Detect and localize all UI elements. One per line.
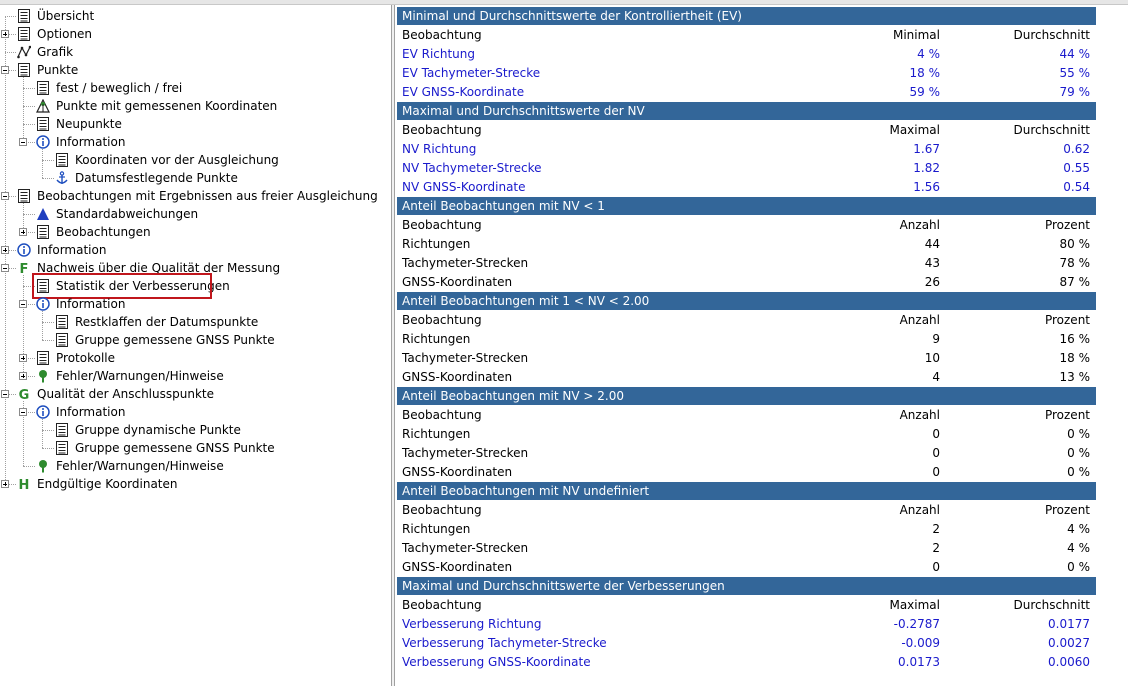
row-value: 80 % (1059, 237, 1090, 251)
collapse-toggle[interactable] (19, 138, 27, 146)
row-value: 2 (932, 522, 940, 536)
row-value: 87 % (1059, 275, 1090, 289)
table-row[interactable] (397, 634, 1096, 653)
row-value: 0 % (1067, 465, 1090, 479)
expand-toggle[interactable] (1, 246, 9, 254)
list-icon (55, 315, 69, 329)
list-icon (55, 441, 69, 455)
row-value: 0.0177 (1048, 617, 1090, 631)
column-header-row (397, 596, 1096, 615)
row-value: 0.0027 (1048, 636, 1090, 650)
tree-guide-line (42, 419, 43, 448)
collapse-toggle[interactable] (1, 66, 9, 74)
svg-text:G: G (18, 388, 30, 401)
tree-guide-line (42, 149, 43, 178)
pin-icon (36, 459, 50, 473)
column-header-row (397, 216, 1096, 235)
tree-connector (23, 106, 35, 107)
column-header-row (397, 501, 1096, 520)
row-value: 44 % (1059, 47, 1090, 61)
row-label[interactable]: NV Richtung (402, 142, 477, 156)
row-value: -0.009 (901, 636, 940, 650)
list-icon (17, 9, 31, 23)
row-value: 0 (932, 446, 940, 460)
section-header: Maximal und Durchschnittswerte der NV (397, 102, 1096, 120)
tree-item-label: Beobachtungen (56, 225, 151, 239)
column-header: Anzahl (899, 408, 940, 422)
tree-connector (42, 448, 54, 449)
column-header: Beobachtung (402, 598, 482, 612)
expand-toggle[interactable] (1, 30, 9, 38)
tree-guide-line (42, 311, 43, 340)
row-value: 0 % (1067, 427, 1090, 441)
section-header: Anteil Beobachtungen mit NV undefiniert (397, 482, 1096, 500)
row-value: 0.0060 (1048, 655, 1090, 669)
list-icon (17, 63, 31, 77)
row-value: 4 % (917, 47, 940, 61)
pane-splitter[interactable] (391, 5, 395, 686)
row-label: Richtungen (402, 332, 471, 346)
section-header: Maximal und Durchschnittswerte der Verbesserungen (397, 577, 1096, 595)
row-label: GNSS-Koordinaten (402, 560, 513, 574)
table-row[interactable] (397, 83, 1096, 102)
tree-connector (23, 466, 35, 467)
row-value: 10 (924, 351, 940, 365)
row-label: Tachymeter-Strecken (402, 351, 529, 365)
row-value: 55 % (1059, 66, 1090, 80)
triangle-icon (36, 207, 50, 221)
pin-icon (36, 369, 50, 383)
expand-toggle[interactable] (19, 228, 27, 236)
column-header: Maximal (889, 598, 940, 612)
column-header: Maximal (889, 123, 940, 137)
tree-item-label: Information (56, 135, 126, 149)
tree-item-label: Punkte (37, 63, 79, 77)
section-header: Anteil Beobachtungen mit NV < 1 (397, 197, 1096, 215)
table-row (397, 444, 1096, 463)
tree-item-label: fest / beweglich / frei (56, 81, 183, 95)
tree-item-label: Fehler/Warnungen/Hinweise (56, 459, 224, 473)
row-value: 13 % (1059, 370, 1090, 384)
row-value: 44 (924, 237, 940, 251)
row-label[interactable]: Verbesserung GNSS-Koordinate (402, 655, 591, 669)
row-value: 0 (932, 560, 940, 574)
row-value: 0.55 (1063, 161, 1090, 175)
table-row[interactable] (397, 159, 1096, 178)
row-value: -0.2787 (893, 617, 940, 631)
list-icon (17, 27, 31, 41)
tree-connector (42, 340, 54, 341)
list-icon (36, 351, 50, 365)
column-header-row (397, 26, 1096, 45)
table-row[interactable] (397, 178, 1096, 197)
row-label[interactable]: NV GNSS-Koordinate (402, 180, 526, 194)
tree-item-label: Datumsfestlegende Punkte (75, 171, 238, 185)
tree-item-label: Gruppe gemessene GNSS Punkte (75, 441, 275, 455)
list-icon (17, 189, 31, 203)
tree-item-label: Protokolle (56, 351, 115, 365)
list-icon (36, 225, 50, 239)
tree-item-label: Neupunkte (56, 117, 122, 131)
tree-item-label: Standardabweichungen (56, 207, 199, 221)
row-value: 18 % (909, 66, 940, 80)
list-icon (55, 333, 69, 347)
table-row[interactable] (397, 64, 1096, 83)
row-value: 1.56 (913, 180, 940, 194)
row-value: 59 % (909, 85, 940, 99)
table-row (397, 558, 1096, 577)
anchor-icon (55, 171, 69, 185)
tree-item-label: Optionen (37, 27, 93, 41)
svg-text:H: H (18, 478, 30, 491)
row-value: 16 % (1059, 332, 1090, 346)
tree-item-label: Beobachtungen mit Ergebnissen aus freier Ausgleichung (37, 189, 378, 203)
tree-connector (42, 322, 54, 323)
collapse-toggle[interactable] (1, 390, 9, 398)
tree-item-label: Endgültige Koordinaten (37, 477, 178, 491)
column-header: Durchschnitt (1013, 598, 1090, 612)
tree-item-label: Gruppe gemessene GNSS Punkte (75, 333, 275, 347)
column-header: Minimal (892, 28, 940, 42)
row-label[interactable]: Verbesserung Tachymeter-Strecke (402, 636, 607, 650)
column-header: Prozent (1044, 503, 1090, 517)
column-header: Beobachtung (402, 218, 482, 232)
row-label: Richtungen (402, 427, 471, 441)
table-row (397, 254, 1096, 273)
row-label: Richtungen (402, 522, 471, 536)
table-row (397, 368, 1096, 387)
tree-connector (23, 124, 35, 125)
tree-connector (5, 52, 16, 53)
row-value: 0 % (1067, 560, 1090, 574)
tree-item-label: Übersicht (37, 9, 95, 23)
tree-item-label: Gruppe dynamische Punkte (75, 423, 241, 437)
section-header: Minimal und Durchschnittswerte der Kontrolliertheit (EV) (397, 7, 1096, 25)
row-label[interactable]: Verbesserung Richtung (402, 617, 542, 631)
column-header: Beobachtung (402, 123, 482, 137)
column-header: Beobachtung (402, 408, 482, 422)
row-value: 0.0173 (898, 655, 940, 669)
row-label: GNSS-Koordinaten (402, 465, 513, 479)
report-panel (397, 5, 1128, 686)
section-header: Anteil Beobachtungen mit 1 < NV < 2.00 (397, 292, 1096, 310)
column-header: Beobachtung (402, 28, 482, 42)
expand-toggle[interactable] (1, 480, 9, 488)
row-value: 1.82 (913, 161, 940, 175)
table-row (397, 330, 1096, 349)
column-header: Durchschnitt (1013, 28, 1090, 42)
table-row[interactable] (397, 615, 1096, 634)
expand-toggle[interactable] (19, 372, 27, 380)
row-value: 4 % (1067, 522, 1090, 536)
letter-h-icon (17, 477, 31, 491)
column-header: Prozent (1044, 218, 1090, 232)
column-header: Beobachtung (402, 503, 482, 517)
row-value: 0.54 (1063, 180, 1090, 194)
collapse-toggle[interactable] (19, 300, 27, 308)
row-label: Tachymeter-Strecken (402, 446, 529, 460)
column-header-row (397, 406, 1096, 425)
row-value: 0 % (1067, 446, 1090, 460)
section-header: Anteil Beobachtungen mit NV > 2.00 (397, 387, 1096, 405)
info-icon (36, 405, 50, 419)
table-row (397, 539, 1096, 558)
table-row (397, 520, 1096, 539)
row-value: 4 % (1067, 541, 1090, 555)
tree-connector (5, 16, 16, 17)
column-header: Anzahl (899, 503, 940, 517)
table-row (397, 425, 1096, 444)
row-label[interactable]: EV GNSS-Koordinate (402, 85, 525, 99)
tree-item-label: Qualität der Anschlusspunkte (37, 387, 214, 401)
row-value: 18 % (1059, 351, 1090, 365)
row-value: 78 % (1059, 256, 1090, 270)
row-value: 9 (932, 332, 940, 346)
svg-text:F: F (19, 262, 29, 275)
row-value: 79 % (1059, 85, 1090, 99)
column-header: Anzahl (899, 313, 940, 327)
table-row (397, 349, 1096, 368)
letter-f-icon (17, 261, 31, 275)
tree-connector (42, 160, 54, 161)
table-row[interactable] (397, 45, 1096, 64)
row-label: Tachymeter-Strecken (402, 256, 529, 270)
info-icon (36, 297, 50, 311)
column-header-row (397, 311, 1096, 330)
list-icon (55, 153, 69, 167)
list-icon (36, 81, 50, 95)
collapse-toggle[interactable] (19, 408, 27, 416)
graph-icon (17, 45, 31, 59)
expand-toggle[interactable] (19, 354, 27, 362)
row-label[interactable]: NV Tachymeter-Strecke (402, 161, 542, 175)
table-row (397, 235, 1096, 254)
row-value: 43 (924, 256, 940, 270)
row-value: 0 (932, 465, 940, 479)
column-header: Beobachtung (402, 313, 482, 327)
column-header: Anzahl (899, 218, 940, 232)
report-tree[interactable] (0, 5, 390, 686)
row-label[interactable]: EV Tachymeter-Strecke (402, 66, 541, 80)
tree-item-label: Grafik (37, 45, 74, 59)
column-header-row (397, 121, 1096, 140)
tree-item-label: Information (56, 405, 126, 419)
collapse-toggle[interactable] (1, 264, 9, 272)
tree-item-label: Restklaffen der Datumspunkte (75, 315, 259, 329)
row-label: Tachymeter-Strecken (402, 541, 529, 555)
table-row[interactable] (397, 140, 1096, 159)
table-row[interactable] (397, 653, 1096, 672)
tree-connector (23, 214, 35, 215)
survey-point-icon (36, 99, 50, 113)
letter-g-icon (17, 387, 31, 401)
row-label: GNSS-Koordinaten (402, 370, 513, 384)
row-value: 0.62 (1063, 142, 1090, 156)
tree-item-label: Information (56, 297, 126, 311)
row-value: 2 (932, 541, 940, 555)
tree-item-label: Nachweis über die Qualität der Messung (37, 261, 281, 275)
tree-guide-line (23, 77, 24, 142)
info-icon (17, 243, 31, 257)
row-value: 0 (932, 427, 940, 441)
list-icon (36, 117, 50, 131)
tree-item-label: Information (37, 243, 107, 257)
tree-connector (23, 88, 35, 89)
tree-connector (42, 430, 54, 431)
collapse-toggle[interactable] (1, 192, 9, 200)
column-header: Prozent (1044, 408, 1090, 422)
tree-item-label: Fehler/Warnungen/Hinweise (56, 369, 224, 383)
row-value: 26 (924, 275, 940, 289)
tree-item-label: Statistik der Verbesserungen (56, 279, 230, 293)
column-header: Prozent (1044, 313, 1090, 327)
row-label: GNSS-Koordinaten (402, 275, 513, 289)
row-value: 1.67 (913, 142, 940, 156)
info-icon (36, 135, 50, 149)
tree-connector (42, 178, 54, 179)
tree-item-label: Koordinaten vor der Ausgleichung (75, 153, 279, 167)
table-row (397, 273, 1096, 292)
row-label[interactable]: EV Richtung (402, 47, 476, 61)
list-icon (55, 423, 69, 437)
row-value: 4 (932, 370, 940, 384)
column-header: Durchschnitt (1013, 123, 1090, 137)
row-label: Richtungen (402, 237, 471, 251)
tree-item-label: Punkte mit gemessenen Koordinaten (56, 99, 278, 113)
table-row (397, 463, 1096, 482)
